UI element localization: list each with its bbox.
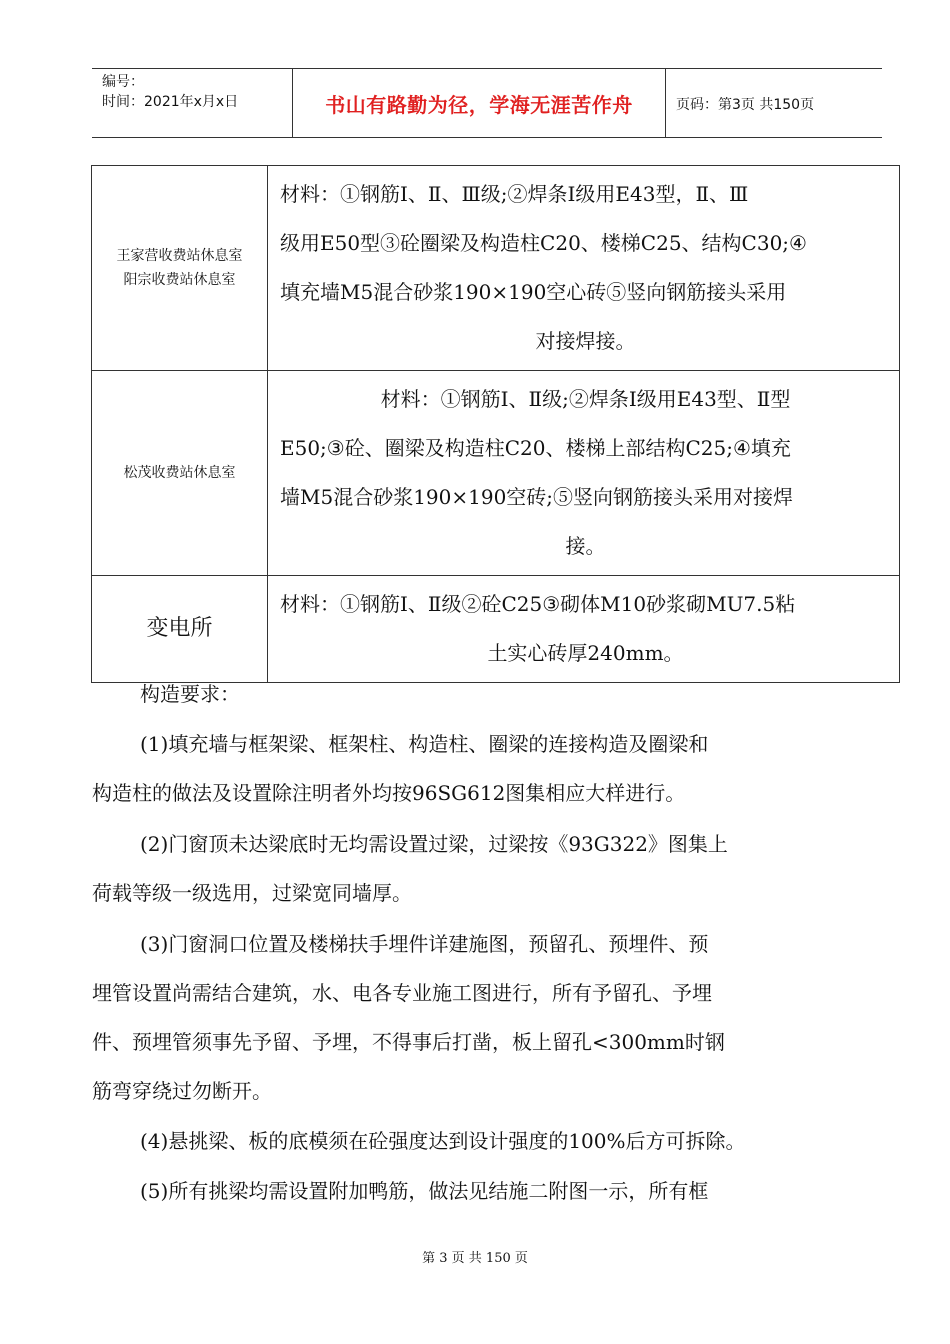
materials-line: 填充墙M5混合砂浆190×190空心砖⑤竖向钢筋接头采用 [280, 280, 787, 304]
materials-line: 对接焊接。 [535, 329, 636, 353]
requirement-item-4 [92, 1117, 892, 1166]
header-meta-cell [92, 69, 293, 137]
table-row [92, 371, 900, 576]
paragraph-line: (4)悬挑梁、板的底模须在砼强度达到设计强度的100%后方可拆除。 [140, 1129, 746, 1153]
materials-line: 墙M5混合砂浆190×190空砖;⑤竖向钢筋接头采用对接焊 [280, 485, 794, 509]
building-name: 王家营收费站休息室 [116, 248, 243, 264]
section-heading-block [92, 670, 892, 719]
paragraph-line: 构造柱的做法及设置除注明者外均按96SG612图集相应大样进行。 [92, 781, 686, 805]
building-name: 松茂收费站休息室 [123, 465, 236, 481]
materials-line: 接。 [565, 534, 606, 558]
paragraph-line: 筋弯穿绕过勿断开。 [92, 1079, 272, 1103]
table-row [92, 166, 900, 371]
paragraph-line: 荷载等级一级选用，过梁宽同墙厚。 [92, 881, 412, 905]
materials-line: 土实心砖厚240mm。 [487, 641, 684, 665]
building-name: 阳宗收费站休息室 [123, 272, 236, 288]
building-name-cell [92, 166, 268, 371]
materials-line: 材料：①钢筋Ⅰ、Ⅱ级②砼C25③砌体M10砂浆砌MU7.5粘 [280, 592, 796, 616]
materials-cell [268, 371, 900, 576]
requirement-item-5 [92, 1167, 892, 1216]
header-page-label: 页码：第3页 共150页 [676, 97, 815, 113]
number-label: 编号： [102, 74, 144, 90]
materials-line: 级用E50型③砼圈梁及构造柱C20、楼梯C25、结构C30;④ [280, 231, 807, 255]
requirement-item-2 [92, 820, 892, 918]
paragraph-line: (3)门窗洞口位置及楼梯扶手埋件详建施图，预留孔、预埋件、预 [140, 932, 709, 956]
requirement-item-3 [92, 920, 892, 1116]
materials-table [91, 165, 900, 683]
materials-cell [268, 166, 900, 371]
materials-line: E50;③砼、圈梁及构造柱C20、楼梯上部结构C25;④填充 [280, 436, 791, 460]
motto: 书山有路勤为径，学海无涯苦作舟 [325, 93, 633, 117]
materials-line: 材料：①钢筋Ⅰ、Ⅱ级;②焊条Ⅰ级用E43型、Ⅱ型 [380, 387, 791, 411]
building-name: 变电所 [146, 616, 213, 641]
materials-line: 材料：①钢筋Ⅰ、Ⅱ、Ⅲ级;②焊条Ⅰ级用E43型，Ⅱ、Ⅲ [280, 182, 749, 206]
time-label: 时间：2021年x月x日 [102, 94, 239, 110]
building-name-cell [92, 576, 268, 683]
page-header [92, 68, 882, 138]
section-heading: 构造要求： [140, 682, 240, 706]
building-name-cell [92, 371, 268, 576]
header-motto-cell [293, 69, 666, 137]
paragraph-line: (2)门窗顶未达梁底时无均需设置过梁，过梁按《93G322》图集上 [140, 832, 728, 856]
materials-cell [268, 576, 900, 683]
requirement-item-1 [92, 720, 892, 818]
table-row [92, 576, 900, 683]
paragraph-line: (1)填充墙与框架梁、框架柱、构造柱、圈梁的连接构造及圈梁和 [140, 732, 709, 756]
paragraph-line: 埋管设置尚需结合建筑，水、电各专业施工图进行，所有予留孔、予埋 [92, 981, 712, 1005]
paragraph-line: 件、预埋管须事先予留、予埋，不得事后打凿，板上留孔<300mm时钢 [92, 1030, 725, 1054]
paragraph-line: (5)所有挑梁均需设置附加鸭筋，做法见结施二附图一示，所有框 [140, 1179, 709, 1203]
page-footer: 第 3 页 共 150 页 [422, 1251, 528, 1266]
header-page-cell [666, 69, 882, 137]
